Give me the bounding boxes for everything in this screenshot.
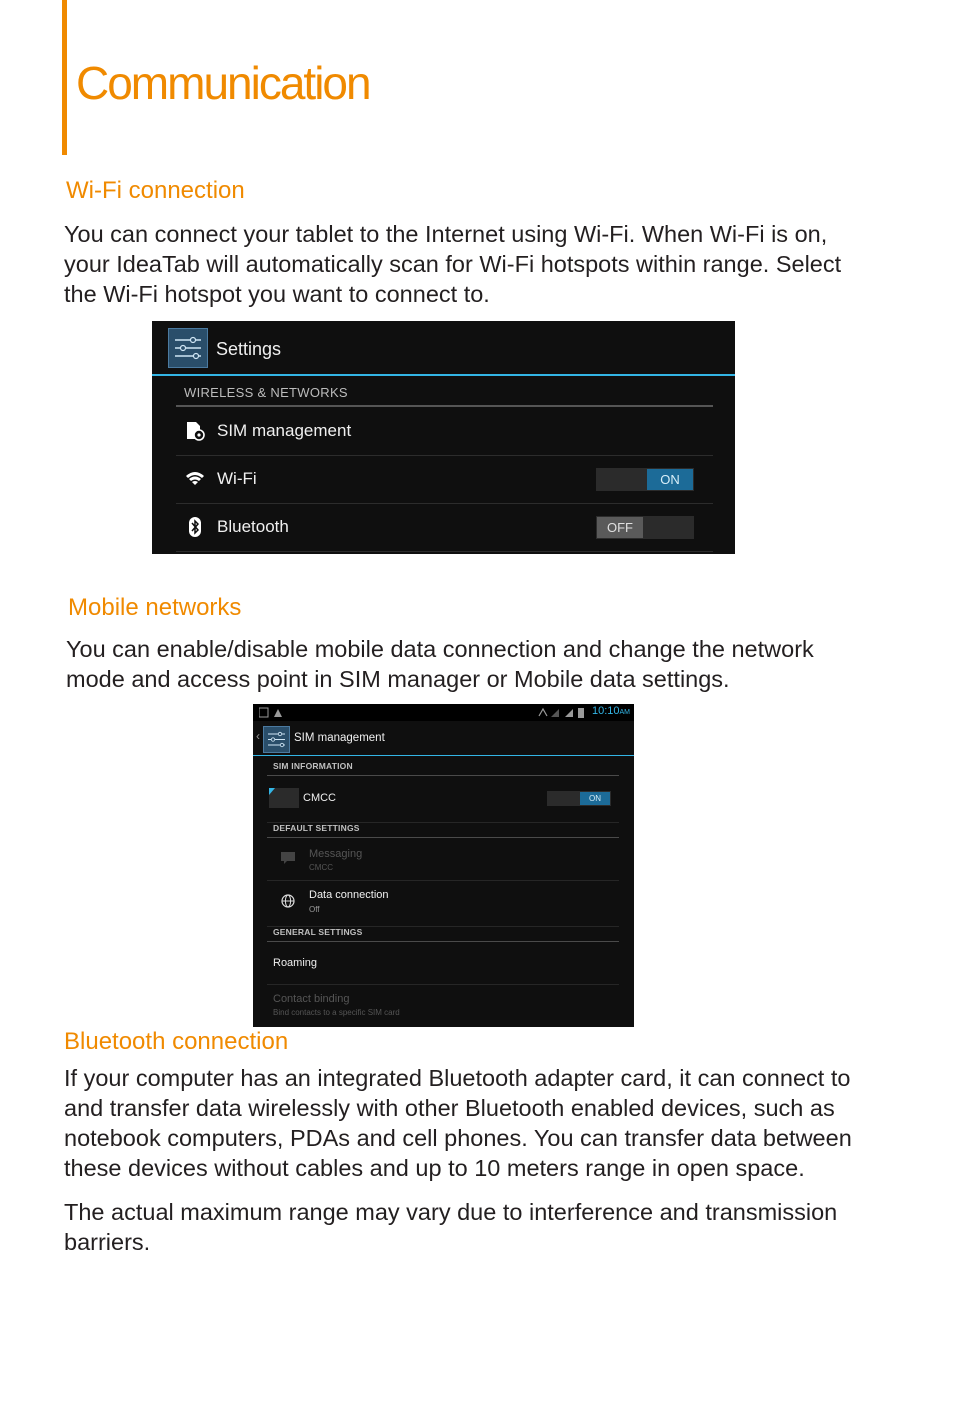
- wifi-toggle[interactable]: [596, 468, 694, 491]
- bluetooth-toggle-off: OFF: [597, 517, 643, 538]
- contact-binding-sub: Bind contacts to a specific SIM card: [273, 1008, 400, 1017]
- data-connection-label: Data connection: [309, 889, 389, 901]
- clock: [592, 705, 630, 717]
- mobile-networks-heading: Mobile networks: [68, 594, 242, 621]
- general-settings-category: GENERAL SETTINGS: [273, 927, 363, 937]
- wireless-networks-category: WIRELESS & NETWORKS: [184, 385, 348, 400]
- text-line: mode and access point in SIM manager or Mobile data settings.: [66, 666, 730, 692]
- bluetooth-paragraph-1: [64, 1063, 852, 1183]
- text-line: You can enable/disable mobile data connection and change the network: [66, 636, 814, 662]
- text-line: these devices without cables and up to 10 meters range in open space.: [64, 1155, 805, 1181]
- sim-management-label: SIM management: [217, 421, 352, 440]
- sim-settings-icon: [184, 420, 206, 442]
- globe-icon: [281, 894, 295, 908]
- messaging-sub: CMCC: [309, 863, 333, 872]
- bluetooth-item[interactable]: [176, 504, 713, 552]
- sim-information-category: SIM INFORMATION: [273, 761, 353, 771]
- text-line: barriers.: [64, 1229, 151, 1255]
- bluetooth-paragraph-2: [64, 1197, 837, 1257]
- wifi-icon: [184, 468, 206, 490]
- bluetooth-toggle[interactable]: [596, 516, 694, 539]
- sim-header: [253, 721, 634, 756]
- sim-card-icon: [269, 788, 299, 808]
- wifi-heading: Wi-Fi connection: [66, 177, 245, 204]
- settings-header: [152, 321, 735, 376]
- roaming-item[interactable]: [267, 942, 619, 985]
- wifi-toggle-on: ON: [647, 469, 693, 490]
- clock-time: 10:10: [591, 705, 620, 717]
- sim-cmcc-item[interactable]: [267, 776, 619, 823]
- text-line: and transfer data wirelessly with other Bluetooth enabled devices, such as: [64, 1095, 835, 1121]
- contact-binding-item[interactable]: [267, 985, 619, 1027]
- notification-icons: [259, 707, 283, 718]
- sim-toggle[interactable]: [547, 791, 611, 806]
- text-line: The actual maximum range may vary due to interference and transmission: [64, 1199, 838, 1225]
- status-bar: [253, 704, 634, 721]
- bluetooth-label: Bluetooth: [217, 517, 289, 536]
- category-divider: [176, 405, 713, 407]
- text-line: notebook computers, PDAs and cell phones. You can transfer data between: [64, 1125, 852, 1151]
- wifi-paragraph: [64, 219, 841, 309]
- data-connection-item[interactable]: [267, 881, 619, 927]
- contact-binding-label: Contact binding: [273, 993, 350, 1005]
- signal-battery-icons: [537, 706, 587, 719]
- data-connection-sub: Off: [309, 905, 320, 914]
- page-title: Communication: [76, 57, 370, 109]
- settings-title: Settings: [216, 339, 282, 359]
- sim-management-item[interactable]: [176, 408, 713, 456]
- messaging-item[interactable]: [267, 838, 619, 881]
- mobile-networks-paragraph: [66, 634, 814, 694]
- bluetooth-icon: [184, 516, 206, 538]
- bluetooth-heading: Bluetooth connection: [64, 1028, 289, 1055]
- sim-name: CMCC: [303, 792, 336, 804]
- title-accent-bar: [62, 0, 67, 155]
- sim-management-title: SIM management: [294, 732, 385, 744]
- text-line: your IdeaTab will automatically scan for Wi-Fi hotspots within range. Select: [64, 251, 842, 277]
- text-line: You can connect your tablet to the Internet using Wi-Fi. When Wi-Fi is on,: [64, 221, 828, 247]
- wifi-label: Wi-Fi: [217, 469, 257, 488]
- settings-app-icon: [263, 726, 290, 753]
- settings-screenshot: [152, 321, 735, 554]
- settings-app-icon: [168, 328, 208, 368]
- message-icon: [281, 852, 295, 864]
- sim-toggle-on: ON: [580, 792, 610, 805]
- back-chevron-icon[interactable]: ‹: [256, 729, 260, 743]
- clock-suffix: AM: [619, 709, 630, 716]
- text-line: the Wi-Fi hotspot you want to connect to.: [64, 281, 490, 307]
- sim-management-screenshot: [253, 704, 634, 1027]
- default-settings-category: DEFAULT SETTINGS: [273, 823, 360, 833]
- messaging-label: Messaging: [309, 848, 363, 860]
- text-line: If your computer has an integrated Bluetooth adapter card, it can connect to: [64, 1065, 851, 1091]
- wifi-item[interactable]: [176, 456, 713, 504]
- roaming-label: Roaming: [273, 957, 318, 969]
